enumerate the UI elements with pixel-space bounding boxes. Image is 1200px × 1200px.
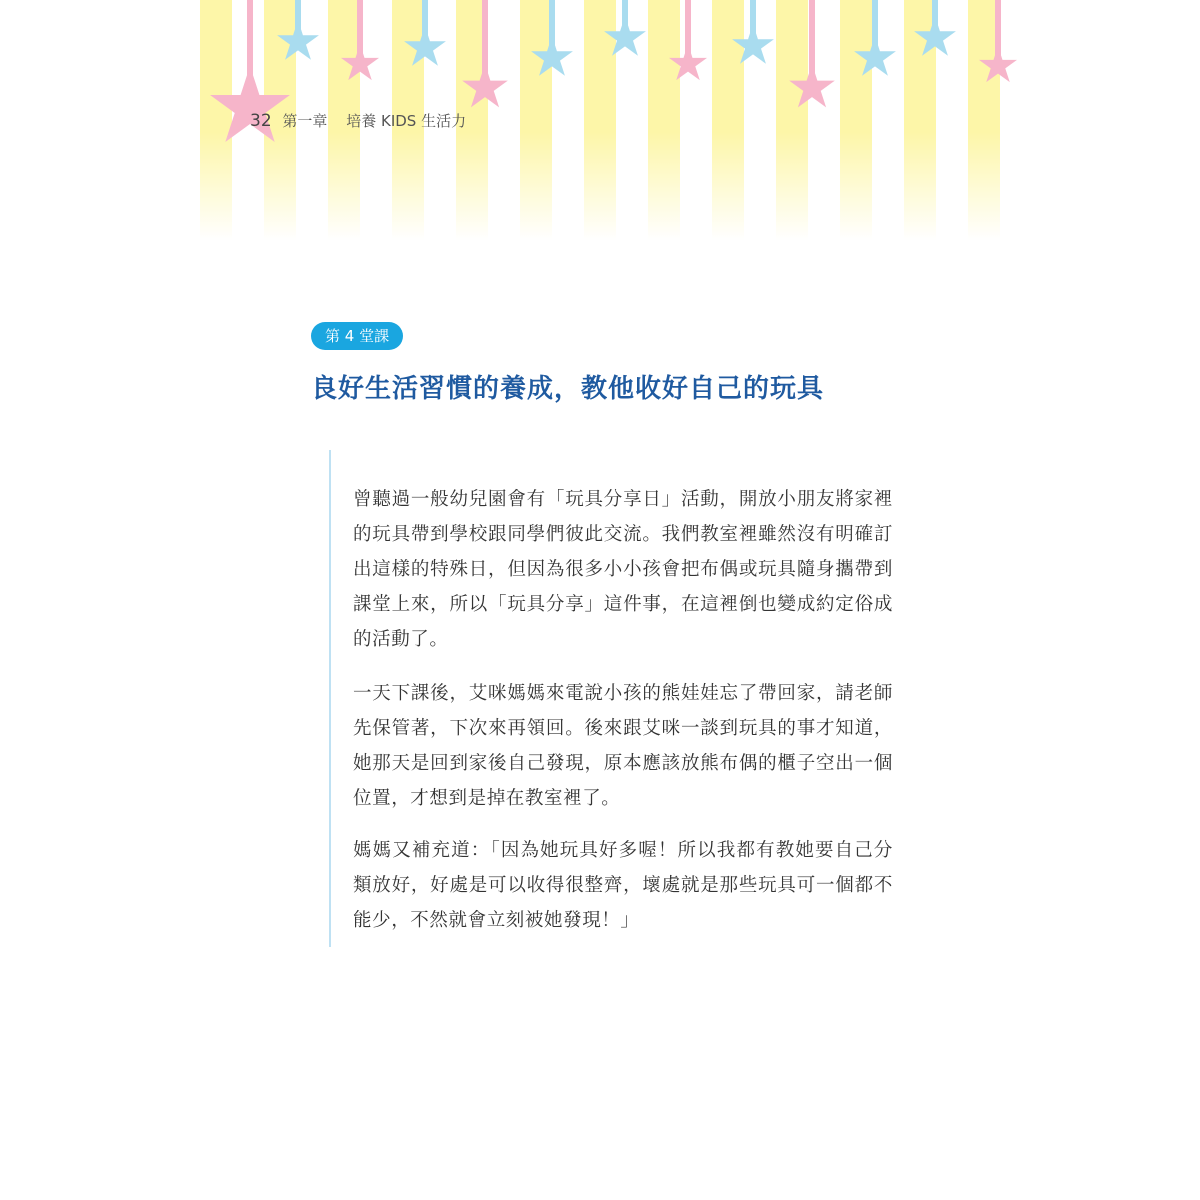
paragraph-3: 媽媽又補充道：「因為她玩具好多喔！所以我都有教她要自己分類放好，好處是可以收得很整齊，壞處就是那些玩具可一個都不能少，不然就會立刻被她發現！」 [353,840,893,931]
paragraph-1: 曾聽過一般幼兒園會有「玩具分享日」活動，開放小朋友將家裡的玩具帶到學校跟同學們彼此交流。我們教室裡雖然沒有明確訂出這樣的特殊日，但因為很多小小孩會把布偶或玩具隨身攜帶到課堂上來，所以「玩具分享」這件事，在這裡倒也變成約定俗成的活動了。 [353,489,893,650]
chapter-label: 第一章 [282,112,328,130]
page-number: 32 [250,111,272,131]
story-block [329,450,891,947]
paragraph-2: 一天下課後，艾咪媽媽來電說小孩的熊娃娃忘了帶回家，請老師先保管著，下次來再領回。後來跟艾咪一談到玩具的事才知道，她那天是回到家後自己發現，原本應該放熊布偶的櫃子空出一個位置，才想到是掉在教室裡了。 [353,683,893,809]
book-page [200,0,1030,1200]
header-decoration [200,0,1030,240]
lesson-title: 良好生活習慣的養成，教他收好自己的玩具 [311,374,825,404]
chapter-title: 培養 KIDS 生活力 [346,112,467,130]
lesson-badge: 第 4 堂課 [311,322,403,350]
running-header [250,110,466,131]
